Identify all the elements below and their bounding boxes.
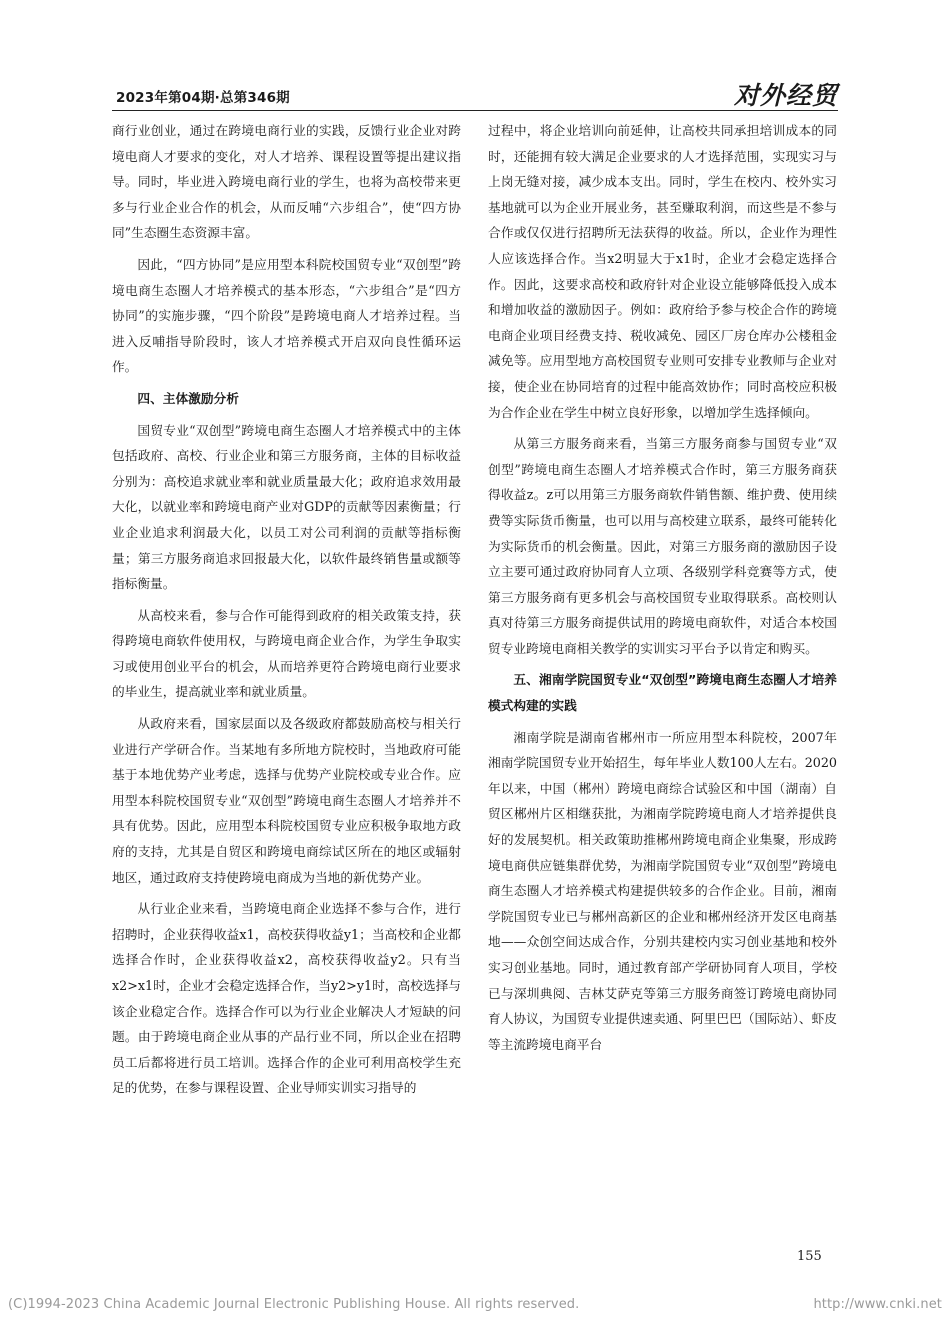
paragraph: 从第三方服务商来看，当第三方服务商参与国贸专业“双创型”跨境电商生态圈人才培养模式合作时，第三方服务商获得收益z。z可以用第三方服务商软件销售额、维护费、使用续费等实际货币衡量，也可以用与高校建立联系，最终可能转化为实际货币的机会衡量。因此，对第三方服务商的激励因子设立主要可通过政府协同育人立项、各级别学科竞赛等方式，使第三方服务商有更多机会与高校国贸专业取得联系。高校则认真对待第三方服务商提供试用的跨境电商软件，对适合本校国贸专业跨境电商相关教学的实训实习平台予以肯定和购买。 [488,436,837,656]
paragraph: 商行业创业，通过在跨境电商行业的实践，反馈行业企业对跨境电商人才要求的变化，对人才培养、课程设置等提出建议指导。同时，毕业进入跨境电商行业的学生，也将为高校带来更多与行业企业合作的机会，从而反哺“六步组合”，使“四方协同”生态圈生态资源丰富。 [112,123,461,241]
paragraph: 从高校来看，参与合作可能得到政府的相关政策支持，获得跨境电商软件使用权，与跨境电商企业合作，为学生争取实习或使用创业平台的机会，从而培养更符合跨境电商行业要求的毕业生，提高就业率和就业质量。 [112,607,461,700]
paragraph: 从政府来看，国家层面以及各级政府都鼓励高校与相关行业进行产学研合作。当某地有多所地方院校时，当地政府可能基于本地优势产业考虑，选择与优势产业院校或专业合作。应用型本科院校国贸专业“双创型”跨境电商生态圈人才培养并不具有优势。因此，应用型本科院校国贸专业应积极争取地方政府的支持，尤其是自贸区和跨境电商综试区所在的地区或辐射地区，通过政府支持使跨境电商成为当地的新优势产业。 [112,716,461,885]
page-header [112,76,838,111]
section-heading: 五、湘南学院国贸专业“双创型”跨境电商生态圈人才培养模式构建的实践 [488,672,837,714]
paragraph: 过程中，将企业培训向前延伸，让高校共同承担培训成本的同时，还能拥有较大满足企业要求的人才选择范围，实现实习与上岗无缝对接，减少成本支出。同时，学生在校内、校外实习基地就可以为企业开展业务，甚至赚取利润，而这些是不参与合作或仅仅进行招聘所无法获得的收益。所以，企业作为理性人应该选择合作。当x2明显大于x1时，企业才会稳定选择合作。因此，这要求高校和政府针对企业设立能够降低投入成本和增加收益的激励因子。例如：政府给予参与校企合作的跨境电商企业项目经费支持、税收减免、园区厂房仓库办公楼租金减免等。应用型地方高校国贸专业则可安排专业教师与企业对接，使企业在协同培育的过程中能高效协作；同时高校应积极为合作企业在学生中树立良好形象，以增加学生选择倾向。 [488,123,837,420]
journal-logo: 对外经贸 [733,81,838,110]
paragraph: 国贸专业“双创型”跨境电商生态圈人才培养模式中的主体包括政府、高校、行业企业和第三方服务商，主体的目标收益分别为：高校追求就业率和就业质量最大化；政府追求效用最大化，以就业率和跨境电商产业对GDP的贡献等因素衡量；行业企业追求利润最大化，以员工对公司利润的贡献等指标衡量；第三方服务商追求回报最大化，以软件最终销售量或额等指标衡量。 [112,422,461,592]
section-heading: 四、主体激励分析 [137,390,239,406]
right-column [488,118,837,1063]
paragraph: 从行业企业来看，当跨境电商企业选择不参与合作，进行招聘时，企业获得收益x1，高校获得收益y1；当高校和企业都选择合作时，企业获得收益x2，高校获得收益y2。只有当x2>x1时，企业才会稳定选择合作，当y2>y1时，高校选择与该企业稳定合作。选择合作可以为行业企业解决人才短缺的问题。由于跨境电商企业从事的产品行业不同，所以企业在招聘员工后都将进行员工培训。选择合作的企业可利用高校学生充足的优势，在参与课程设置、企业导师实训实习指导的 [112,901,461,1096]
page-number: 155 [797,1249,822,1264]
paragraph: 湘南学院是湖南省郴州市一所应用型本科院校，2007年湘南学院国贸专业开始招生，每年毕业人数100人左右。2020年以来，中国（郴州）跨境电商综合试验区和中国（湖南）自贸区郴州片区相继获批，为湘南学院跨境电商人才培养提供良好的发展契机。相关政策助推郴州跨境电商企业集聚，形成跨境电商供应链集群优势，为湘南学院国贸专业“双创型”跨境电商生态圈人才培养模式构建提供较多的合作企业。目前，湘南学院国贸专业已与郴州高新区的企业和郴州经济开发区电商基地——众创空间达成合作，分别共建校内实习创业基地和校外实习创业基地。同时，通过教育部产学研协同育人项目，学校已与深圳典阅、吉林艾萨克等第三方服务商签订跨境电商协同育人协议，为国贸专业提供速卖通、阿里巴巴（国际站）、虾皮等主流跨境电商平台 [488,729,837,1052]
paragraph: 因此，“四方协同”是应用型本科院校国贸专业“双创型”跨境电商生态圈人才培养模式的基本形态，“六步组合”是“四方协同”的实施步骤，“四个阶段”是跨境电商人才培养过程。当进入反哺指导阶段时，该人才培养模式开启双向良性循环运作。 [112,256,461,375]
copyright-notice: (C)1994-2023 China Academic Journal Electronic Publishing House. All rights reserved. [8,1297,580,1312]
issue-label: 2023年第04期·总第346期 [116,90,290,106]
left-column [112,118,461,1107]
cnki-link[interactable]: http://www.cnki.net [813,1297,942,1312]
